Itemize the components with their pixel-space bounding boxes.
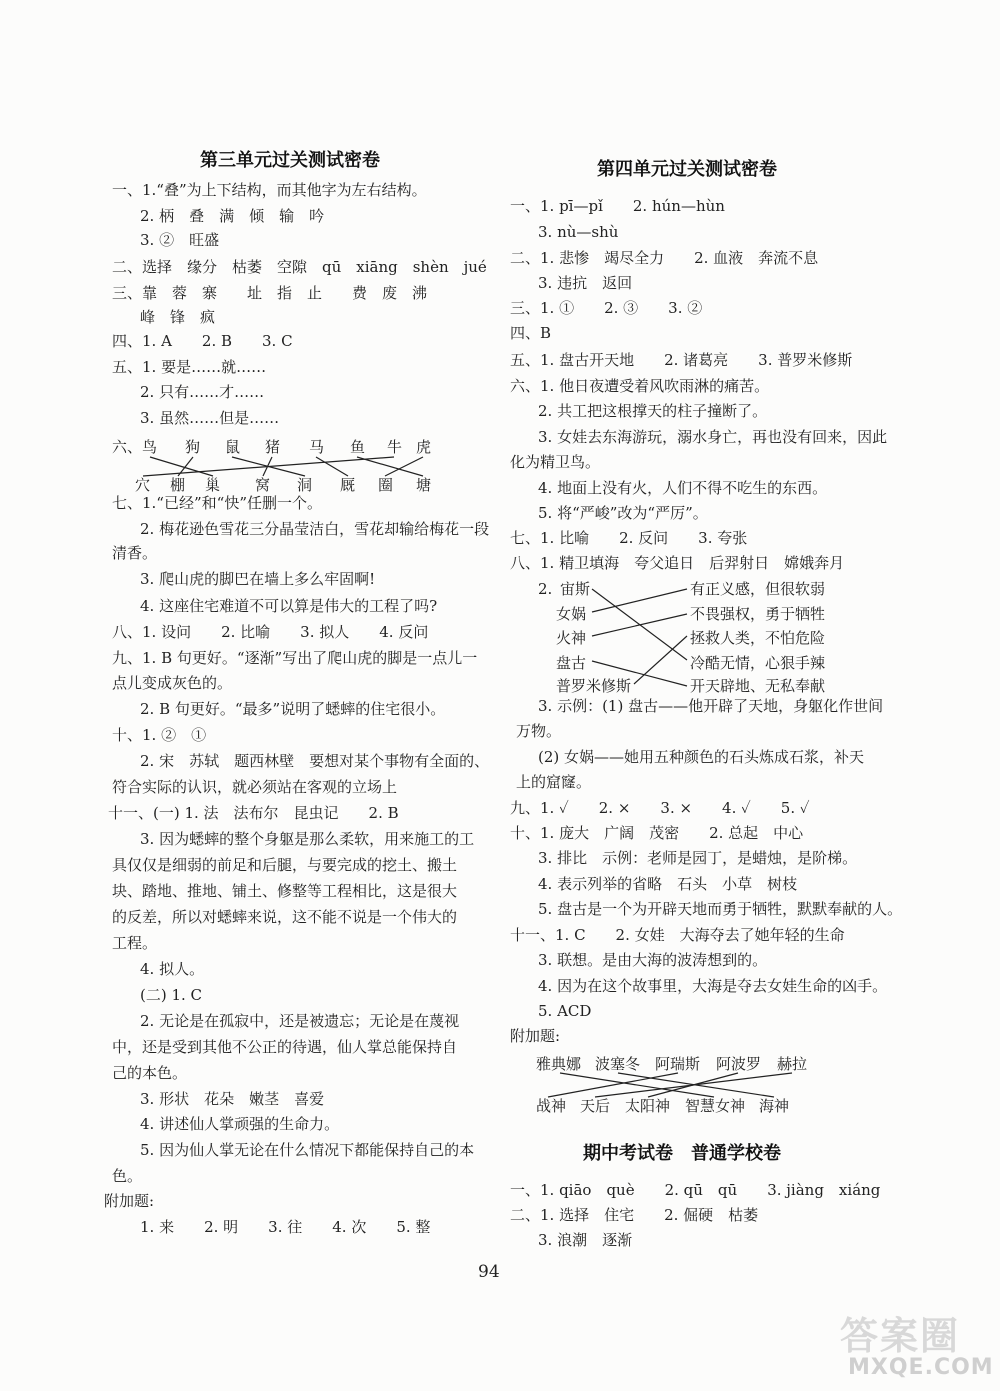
watermark-logo <box>840 1305 994 1385</box>
q6-bottom-item: 洞 <box>297 476 313 494</box>
q6-top-item: 马 <box>309 438 325 456</box>
q6-bottom-item: 厩 <box>340 476 356 494</box>
answer-line: 4. 拟人。 <box>140 960 205 978</box>
answer-line: 十一、1. C 2. 女娃 大海夺去了她年轻的生命 <box>510 926 845 944</box>
answer-line: 七、1.“已经”和“快”任删一个。 <box>112 494 322 512</box>
q6-top-item: 牛 <box>387 438 403 456</box>
answer-line: 七、1. 比喻 2. 反问 3. 夸张 <box>510 529 748 547</box>
answer-line: 2. 只有……才…… <box>140 383 265 401</box>
answer-line: 一、1. pī—pǐ 2. hún—hùn <box>510 197 725 215</box>
answer-line: 3. 示例：(1) 盘古——他开辟了天地，身躯化作世间 <box>538 697 884 715</box>
answer-line: 1. 来 2. 明 3. 往 4. 次 5. 整 <box>140 1218 431 1236</box>
answer-line: 三、1. ① 2. ③ 3. ② <box>510 299 703 317</box>
answer-line: 己的本色。 <box>112 1064 188 1082</box>
answer-line: 一、1. qiāo què 2. qū qū 3. jiàng xiáng <box>510 1181 881 1199</box>
extra-bottom-item: 战神 <box>536 1097 567 1115</box>
q6-top-item: 鱼 <box>350 438 366 456</box>
q6-bottom-item: 穴 <box>135 476 151 494</box>
answer-line: 峰 锋 疯 <box>140 308 216 326</box>
answer-line: 的反差，所以对蟋蟀来说，这不能不说是一个伟大的 <box>112 908 458 926</box>
answer-line: 十一、(一) 1. 法 法布尔 昆虫记 2. B <box>108 804 399 822</box>
answer-line: 2. 梅花逊色雪花三分晶莹洁白，雪花却输给梅花一段 <box>140 520 490 538</box>
answer-line: 附加题: <box>510 1027 561 1045</box>
answer-line: 3. 浪潮 逐渐 <box>538 1231 633 1249</box>
answer-line: 5. 将“严峻”改为“严厉”。 <box>538 504 708 522</box>
answer-line: 3. ② 旺盛 <box>140 231 220 249</box>
q8-left-item: 宙斯 <box>560 580 591 598</box>
answer-line: 附加题: <box>104 1192 155 1210</box>
answer-line: 2. 宋 苏轼 题西林壁 要想对某个事物有全面的、 <box>140 752 490 770</box>
answer-line: 2. 无论是在孤寂中，还是被遗忘；无论是在蔑视 <box>140 1012 460 1030</box>
answer-line: 4. 表示列举的省略 石头 小草 树枝 <box>538 875 798 893</box>
answer-line: 二、1. 悲惨 竭尽全力 2. 血液 奔流不息 <box>510 249 819 267</box>
answer-line: 3. 排比 示例：老师是园丁，是蜡烛，是阶梯。 <box>538 849 858 867</box>
answer-line: 二、1. 选择 住宅 2. 倔硬 枯萎 <box>510 1206 759 1224</box>
answer-line: 4. 地面上没有火，人们不得不吃生的东西。 <box>538 479 828 497</box>
answer-line: 点儿变成灰色的。 <box>112 674 233 692</box>
q8-label: 2. <box>538 580 553 598</box>
q8-right-item: 有正义感，但很软弱 <box>690 580 826 598</box>
q6-top-item: 虎 <box>416 438 432 456</box>
q8-left-item: 盘古 <box>556 654 587 672</box>
q6-top-item: 鼠 <box>225 438 241 456</box>
q6-bottom-item: 棚 <box>170 476 186 494</box>
answer-line: 四、B <box>510 324 552 342</box>
q8-left-item: 女娲 <box>556 605 587 623</box>
q8-left-item: 普罗米修斯 <box>556 677 632 695</box>
answer-line: 工程。 <box>112 934 158 952</box>
answer-line: 2. 共工把这根撑天的柱子撞断了。 <box>538 402 768 420</box>
extra-top-item: 阿波罗 <box>716 1055 762 1073</box>
answer-line: 4. 这座住宅难道不可以算是伟大的工程了吗? <box>140 597 438 615</box>
answer-line: 3. 联想。是由大海的波涛想到的。 <box>538 951 768 969</box>
answer-line: 3. 女娃去东海游玩，溺水身亡，再也没有回来，因此 <box>538 428 888 446</box>
answer-line: 色。 <box>112 1167 143 1185</box>
answer-line: 5. 因为仙人掌无论在什么情况下都能保持自己的本 <box>140 1141 475 1159</box>
answer-line: 3. 违抗 返回 <box>538 274 633 292</box>
answer-line: 二、选择 缘分 枯萎 空隙 qū xiāng shèn jué <box>112 258 487 276</box>
extra-top-item: 阿瑞斯 <box>655 1055 701 1073</box>
q8-right-item: 冷酷无情，心狠手辣 <box>690 654 826 672</box>
answer-line: 符合实际的认识，就必须站在客观的立场上 <box>112 778 398 796</box>
answer-line: (二) 1. C <box>140 986 203 1004</box>
watermark-text: 答案圈 <box>840 1314 961 1358</box>
q8-right-item: 不畏强权，勇于牺牲 <box>690 605 826 623</box>
answer-line: 五、1. 盘古开天地 2. 诸葛亮 3. 普罗米修斯 <box>510 351 853 369</box>
answer-line: 十、1. ② ① <box>112 726 207 744</box>
page-number: 94 <box>478 1262 500 1282</box>
extra-top-item: 波塞冬 <box>595 1055 641 1073</box>
answer-line: 上的窟窿。 <box>516 773 592 791</box>
extra-top-item: 雅典娜 <box>536 1055 582 1073</box>
q6-top-item: 鸟 <box>142 438 158 456</box>
extra-bottom-item: 天后 <box>580 1097 611 1115</box>
q6-bottom-item: 塘 <box>416 476 432 494</box>
answer-line: 清香。 <box>112 544 158 562</box>
midterm-title: 期中考试卷 普通学校卷 <box>583 1143 781 1164</box>
answer-line: 十、1. 庞大 广阔 茂密 2. 总起 中心 <box>510 824 804 842</box>
answer-line: 2. B 句更好。“最多”说明了蟋蟀的住宅很小。 <box>140 700 446 718</box>
q6-label: 六、 <box>112 438 143 456</box>
answer-line: 万物。 <box>516 722 562 740</box>
answer-line: 4. 因为在这个故事里，大海是夺去女娃生命的凶手。 <box>538 977 888 995</box>
answer-line: 2. 柄 叠 满 倾 输 吟 <box>140 207 325 225</box>
q6-top-item: 猪 <box>265 438 281 456</box>
answer-line: 三、靠 蓉 寨 址 指 止 费 废 沸 <box>112 284 428 302</box>
answer-line: 块、踏地、推地、铺土、修整等工程相比，这是很大 <box>112 882 458 900</box>
answer-line: 3. nù—shù <box>538 223 619 241</box>
answer-line: 五、1. 要是……就…… <box>112 358 267 376</box>
answer-line: 九、1. ✓ 2. × 3. × 4. ✓ 5. ✓ <box>510 799 810 817</box>
extra-top-item: 赫拉 <box>777 1055 808 1073</box>
unit4-title: 第四单元过关测试密卷 <box>597 159 777 180</box>
answer-line: 八、1. 精卫填海 夸父追日 后羿射日 嫦娥奔月 <box>510 554 845 572</box>
answer-line: 一、1.“叠”为上下结构，而其他字为左右结构。 <box>112 181 427 199</box>
answer-line: 六、1. 他日夜遭受着风吹雨淋的痛苦。 <box>510 377 770 395</box>
q6-bottom-item: 巢 <box>205 476 221 494</box>
answer-line: 具仅仅是细弱的前足和后腿，与要完成的挖土、搬土 <box>112 856 458 874</box>
q6-top-item: 狗 <box>185 438 201 456</box>
answer-line: 3. 形状 花朵 嫩茎 喜爱 <box>140 1090 325 1108</box>
answer-line: 化为精卫鸟。 <box>510 453 601 471</box>
answer-line: 5. 盘古是一个为开辟天地而勇于牺牲，默默奉献的人。 <box>538 900 903 918</box>
answer-line: 3. 爬山虎的脚巴在墙上多么牢固啊! <box>140 570 376 588</box>
answer-line: 3. 虽然……但是…… <box>140 409 280 427</box>
q6-bottom-item: 圈 <box>378 476 394 494</box>
extra-bottom-item: 智慧女神 <box>685 1097 746 1115</box>
answer-line: 4. 讲述仙人掌顽强的生命力。 <box>140 1115 340 1133</box>
extra-bottom-item: 太阳神 <box>625 1097 671 1115</box>
answer-line: 3. 因为蟋蟀的整个身躯是那么柔软，用来施工的工 <box>140 830 475 848</box>
answer-line: 5. ACD <box>538 1002 592 1020</box>
answer-line: 九、1. B 句更好。“逐渐”写出了爬山虎的脚是一点儿一 <box>112 649 478 667</box>
unit3-title: 第三单元过关测试密卷 <box>200 150 380 171</box>
q8-left-item: 火神 <box>556 629 587 647</box>
answer-line: 四、1. A 2. B 3. C <box>112 332 293 350</box>
extra-bottom-item: 海神 <box>759 1097 790 1115</box>
answer-line: 中，还是受到其他不公正的待遇，仙人掌总能保持自 <box>112 1038 458 1056</box>
answer-line: 八、1. 设问 2. 比喻 3. 拟人 4. 反问 <box>112 623 429 641</box>
watermark-url: MXQE.COM <box>848 1355 994 1380</box>
q8-right-item: 拯救人类，不怕危险 <box>690 629 826 647</box>
q8-right-item: 开天辟地、无私奉献 <box>690 677 826 695</box>
answer-line: (2) 女娲——她用五种颜色的石头炼成石浆，补天 <box>538 748 865 766</box>
q6-bottom-item: 窝 <box>255 476 271 494</box>
